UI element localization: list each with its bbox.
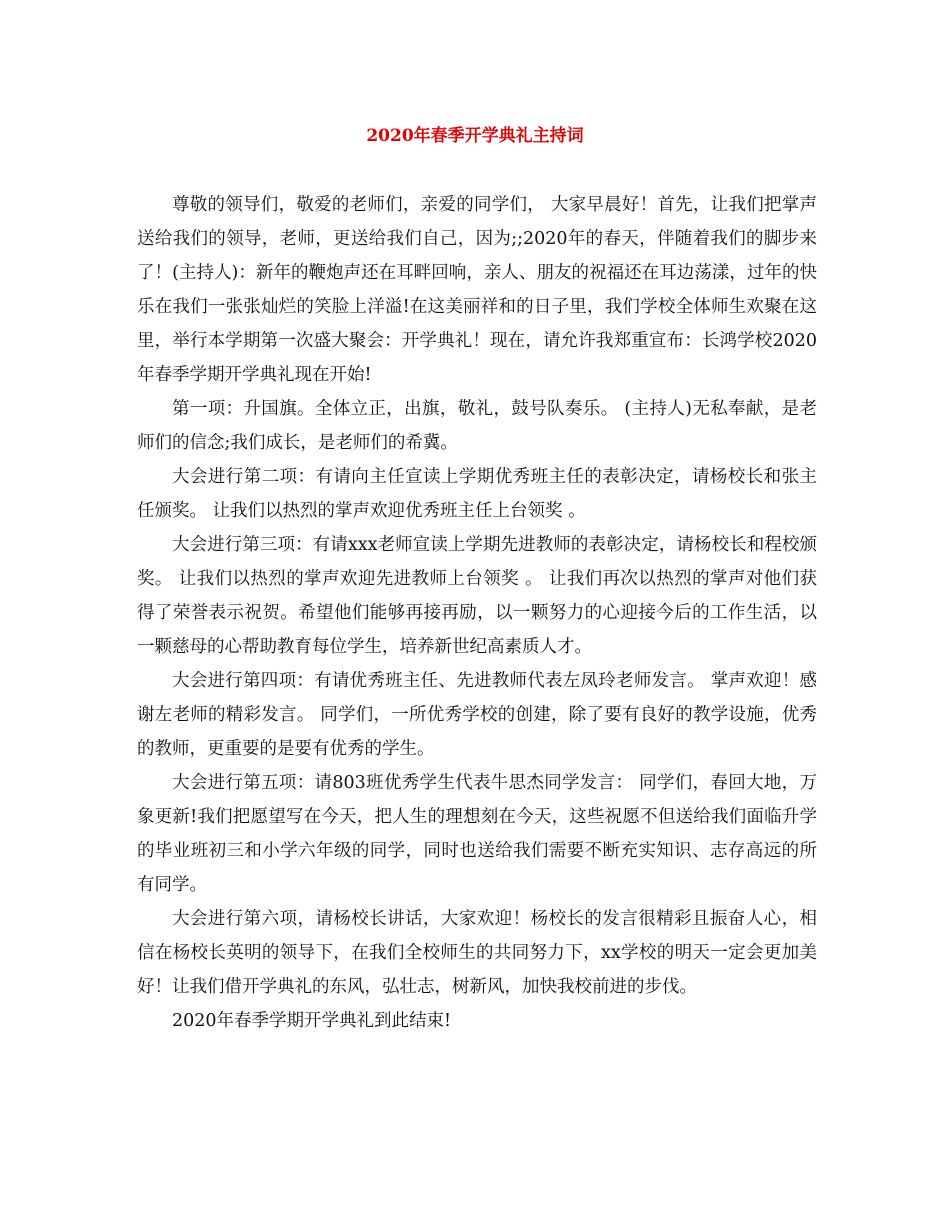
paragraph-item-4: 大会进行第四项：有请优秀班主任、先进教师代表左凤玲老师发言。 掌声欢迎！感谢左老师的精彩发言。 同学们，一所优秀学校的创建，除了要有良好的教学设施，优秀的教师，更重要的是要有优秀的学生。 [137,671,817,759]
paragraph-item-3: 大会进行第三项：有请xxx老师宣读上学期先进教师的表彰决定，请杨校长和程校颁奖。 让我们以热烈的掌声欢迎先进教师上台领奖 。 让我们再次以热烈的掌声对他们获得了荣誉表示祝贺。希望他们能够再接再励，以一颗努力的心迎接今后的工作生活，以一颗慈母的心帮助教育每位学生，培养新世纪高素质人才。 [137,535,817,657]
document-body [137,188,817,1038]
paragraph-item-5: 大会进行第五项：请803班优秀学生代表牛思杰同学发言： 同学们，春回大地，万象更新!我们把愿望写在今天，把人生的理想刻在今天，这些祝愿不但送给我们面临升学的毕业班初三和小学六年级的同学，同时也送给我们需要不断充实知识、志存高远的所有同学。 [137,773,817,895]
paragraph-item-2: 大会进行第二项：有请向主任宣读上学期优秀班主任的表彰决定，请杨校长和张主任颁奖。 让我们以热烈的掌声欢迎优秀班主任上台领奖 。 [137,467,817,521]
paragraph-closing: 2020年春季学期开学典礼到此结束! [172,1011,452,1031]
paragraph-item-6: 大会进行第六项，请杨校长讲话，大家欢迎！杨校长的发言很精彩且振奋人心，相信在杨校长英明的领导下，在我们全校师生的共同努力下，xx学校的明天一定会更加美好！让我们借开学典礼的东风，弘壮志，树新风，加快我校前进的步伐。 [137,909,817,997]
document-title: 2020年春季开学典礼主持词 [366,126,584,146]
paragraph-opening: 尊敬的领导们，敬爱的老师们，亲爱的同学们， 大家早晨好！首先，让我们把掌声送给我们的领导，老师，更送给我们自己，因为;;2020年的春天，伴随着我们的脚步来了！(主持人)：新年的鞭炮声还在耳畔回响，亲人、朋友的祝福还在耳边荡漾，过年的快乐在我们一张张灿烂的笑脸上洋溢!在这美丽祥和的日子里，我们学校全体师生欢聚在这里，举行本学期第一次盛大聚会：开学典礼！现在，请允许我郑重宣布：长鸿学校2020年春季学期开学典礼现在开始! [137,195,817,385]
paragraph-item-1: 第一项：升国旗。全体立正，出旗，敬礼，鼓号队奏乐。 (主持人)无私奉献，是老师们的信念;我们成长，是老师们的希冀。 [137,399,817,453]
